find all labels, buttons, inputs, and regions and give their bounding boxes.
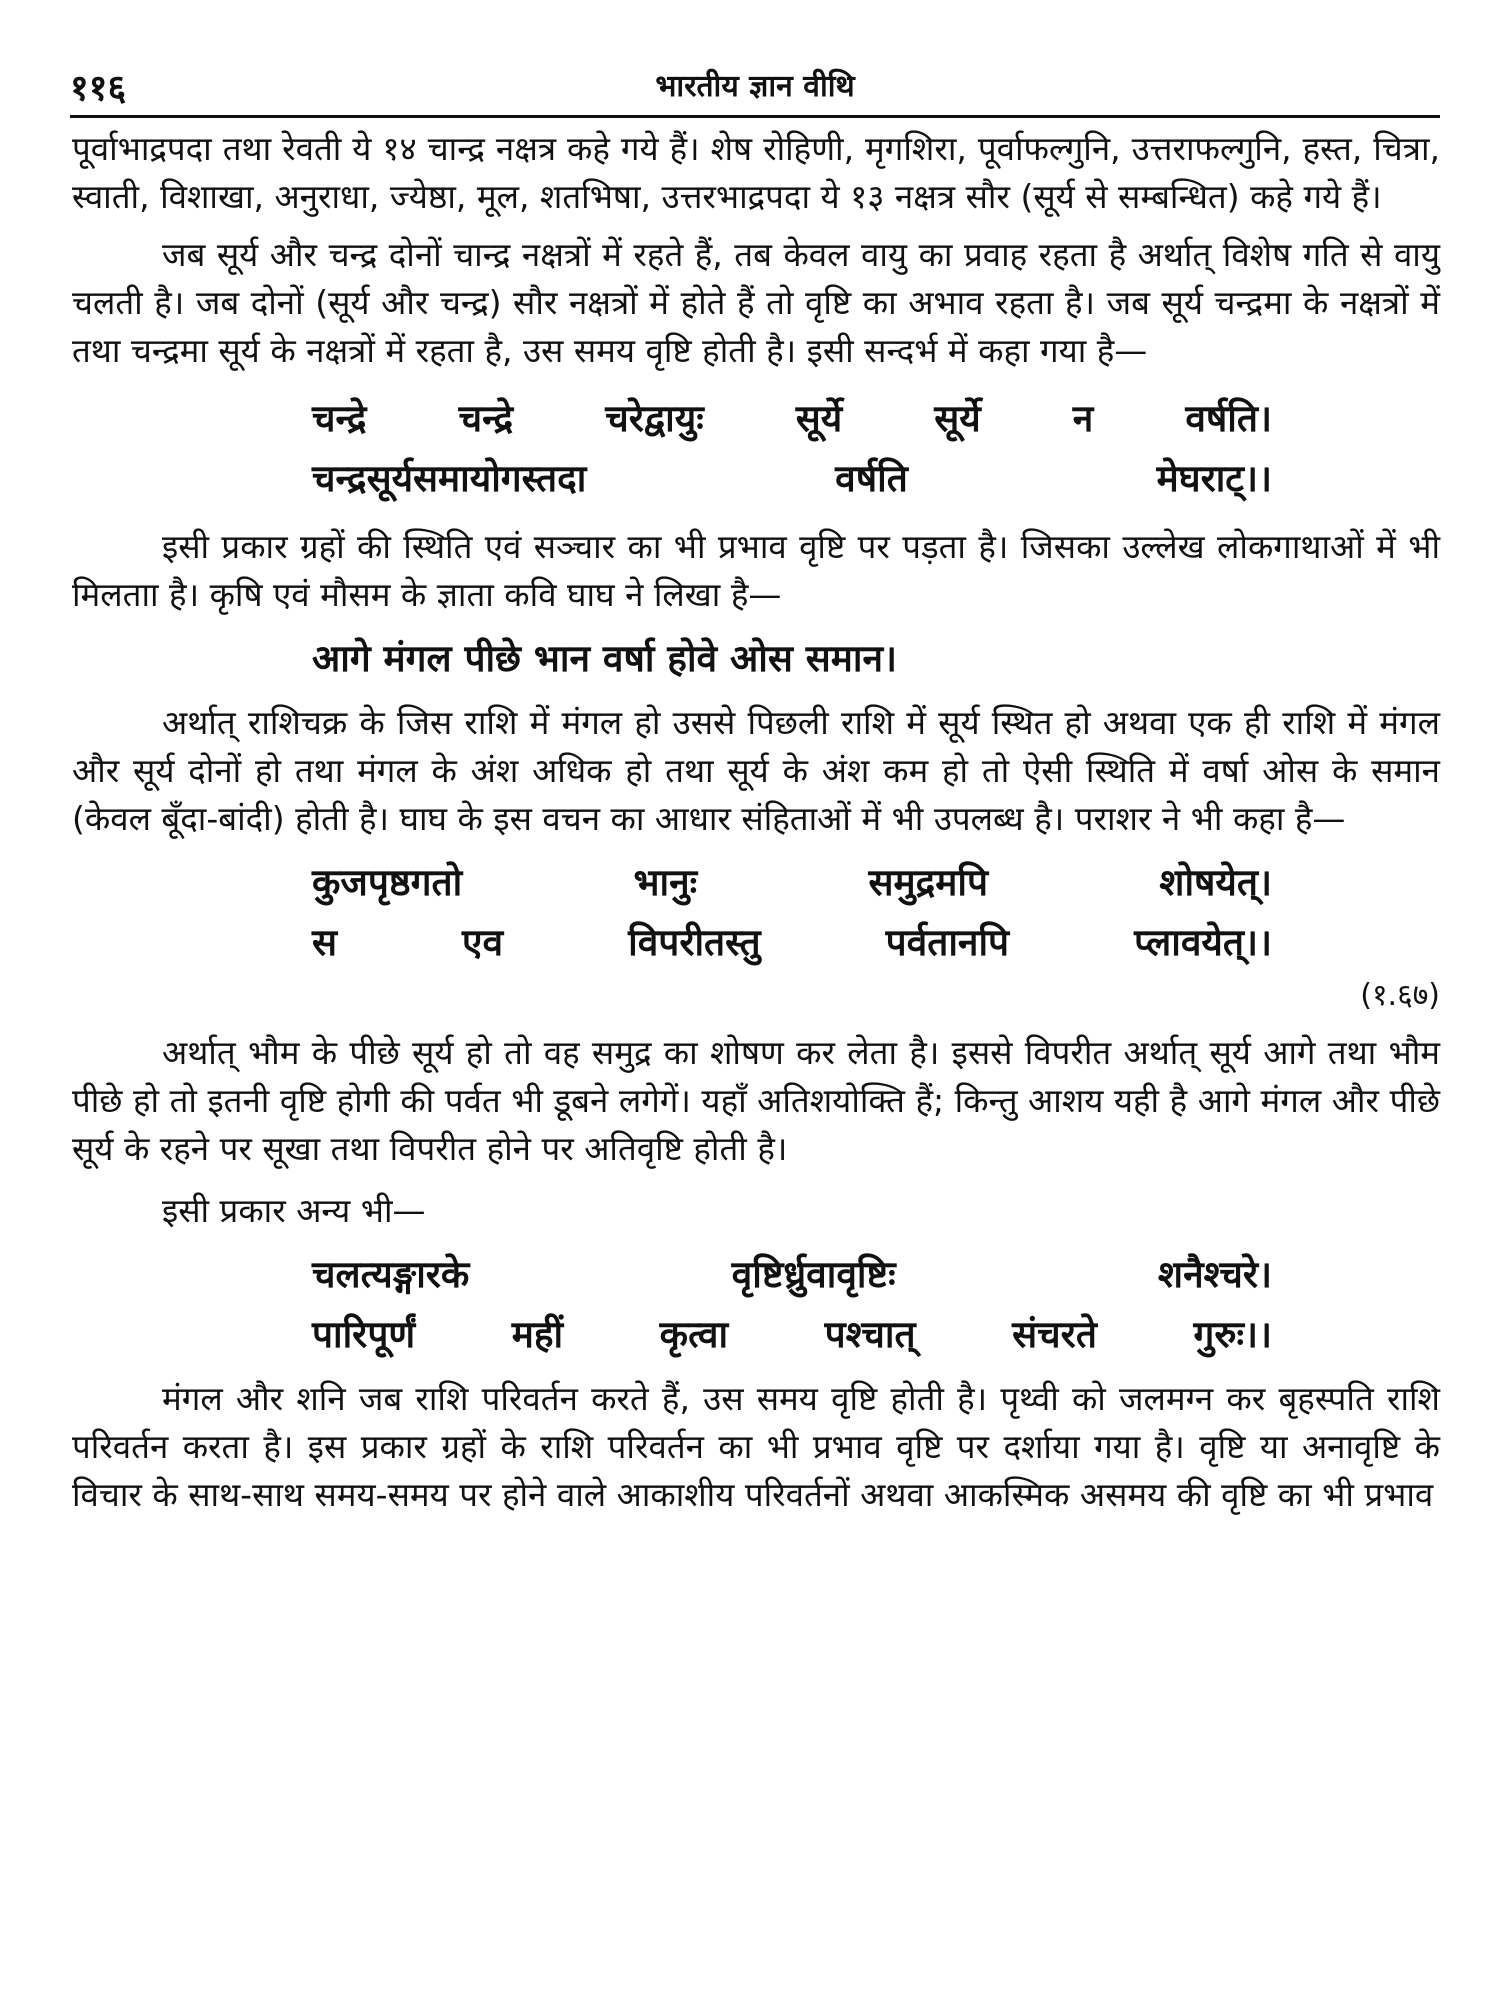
paragraph-6: इसी प्रकार अन्य भी— [162,1191,426,1230]
verse-4-line-2: पारिपूर्णं महीं कृत्वा पश्चात् संचरते गुरुः।। [312,1313,1272,1356]
verse-1-line-1: चन्द्रे चन्द्रे चरेद्वायुः सूर्ये सूर्ये न वर्षति। [312,397,1272,440]
page-header [70,62,1440,110]
paragraph-5: अर्थात् भौम के पीछे सूर्य हो तो वह समुद्र का शोषण कर लेता है। इससे विपरीत अर्थात् सूर्य आगे तथा भौम पीछे हो तो इतनी वृष्टि होगी की पर्वत भी डूबने लगेगें। यहाँ अतिशयोक्ति हैं; किन्तु आशय यही है आगे मंगल और पीछे सूर्य के रहने पर सूखा तथा विपरीत होने पर अतिवृष्टि होती है। [72,1033,1440,1168]
verse-3-line-1: कुजपृष्ठगतो भानुः समुद्रमपि शोषयेत्। [312,861,1272,904]
verse-1 [312,389,1272,509]
paragraph-3: इसी प्रकार ग्रहों की स्थिति एवं सञ्चार का भी प्रभाव वृष्टि पर पड़ता है। जिसका उल्लेख लोकगाथाओं में भी मिलताा है। कृषि एवं मौसम के ज्ञाता कवि घाघ ने लिखा है— [72,527,1440,614]
verse-2-line-1: आगे मंगल पीछे भान वर्षा होवे ओस समान। [312,637,898,680]
header-rule [70,115,1440,118]
verse-4 [312,1245,1272,1365]
verse-1-line-2: चन्द्रसूर्यसमायोगस्तदा वर्षति मेघराट्।। [312,457,1272,500]
paragraph-2: जब सूर्य और चन्द्र दोनों चान्द्र नक्षत्रों में रहते हैं, तब केवल वायु का प्रवाह रहता है अर्थात् विशेष गति से वायु चलती है। जब दोनों (सूर्य और चन्द्र) सौर नक्षत्रों में होते हैं तो वृष्टि का अभाव रहता है। जब सूर्य चन्द्रमा के नक्षत्रों में तथा चन्द्रमा सूर्य के नक्षत्रों में रहता है, उस समय वृष्टि होती है। इसी सन्दर्भ में कहा गया है— [72,235,1440,370]
verse-3 [312,853,1272,973]
paragraph-1: पूर्वाभाद्रपदा तथा रेवती ये १४ चान्द्र नक्षत्र कहे गये हैं। शेष रोहिणी, मृगशिरा, पूर्वाफल्गुनि, उत्तराफल्गुनि, हस्त, चित्रा, स्वाती, विशाखा, अनुराधा, ज्येष्ठा, मूल, शतभिषा, उत्तरभाद्रपदा ये १३ नक्षत्र सौर (सूर्य से सम्बन्धित) कहे गये हैं। [72,129,1440,216]
verse-4-line-1: चलत्यङ्गारके वृष्टिर्ध्रुवावृष्टिः शनैश्चरे। [312,1253,1272,1296]
verse-3-line-2: स एव विपरीतस्तु पर्वतानपि प्लावयेत्।। [312,921,1272,964]
paragraph-7: मंगल और शनि जब राशि परिवर्तन करते हैं, उस समय वृष्टि होती है। पृथ्वी को जलमग्न कर बृहस्पति राशि परिवर्तन करता है। इस प्रकार ग्रहों के राशि परिवर्तन का भी प्रभाव वृष्टि पर दर्शाया गया है। वृष्टि या अनावृष्टि के विचार के साथ-साथ समय-समय पर होने वाले आकाशीय परिवर्तनों अथवा आकस्मिक असमय की वृष्टि का भी प्रभाव [72,1379,1440,1514]
page-body [72,125,1440,1519]
paragraph-4: अर्थात् राशिचक्र के जिस राशि में मंगल हो उससे पिछली राशि में सूर्य स्थित हो अथवा एक ही राशि में मंगल और सूर्य दोनों हो तथा मंगल के अंश अधिक हो तथा सूर्य के अंश कम हो तो ऐसी स्थिति में वर्षा ओस के समान (केवल बूँदा-बांदी) होती है। घाघ के इस वचन का आधार संहिताओं में भी उपलब्ध है। पराशर ने भी कहा है— [72,703,1440,838]
verse-number: (१.६७) [1360,978,1440,1013]
verse-2 [312,629,1272,689]
running-title: भारतीय ज्ञान वीथि [655,69,855,104]
page-number: ११६ [70,68,127,109]
